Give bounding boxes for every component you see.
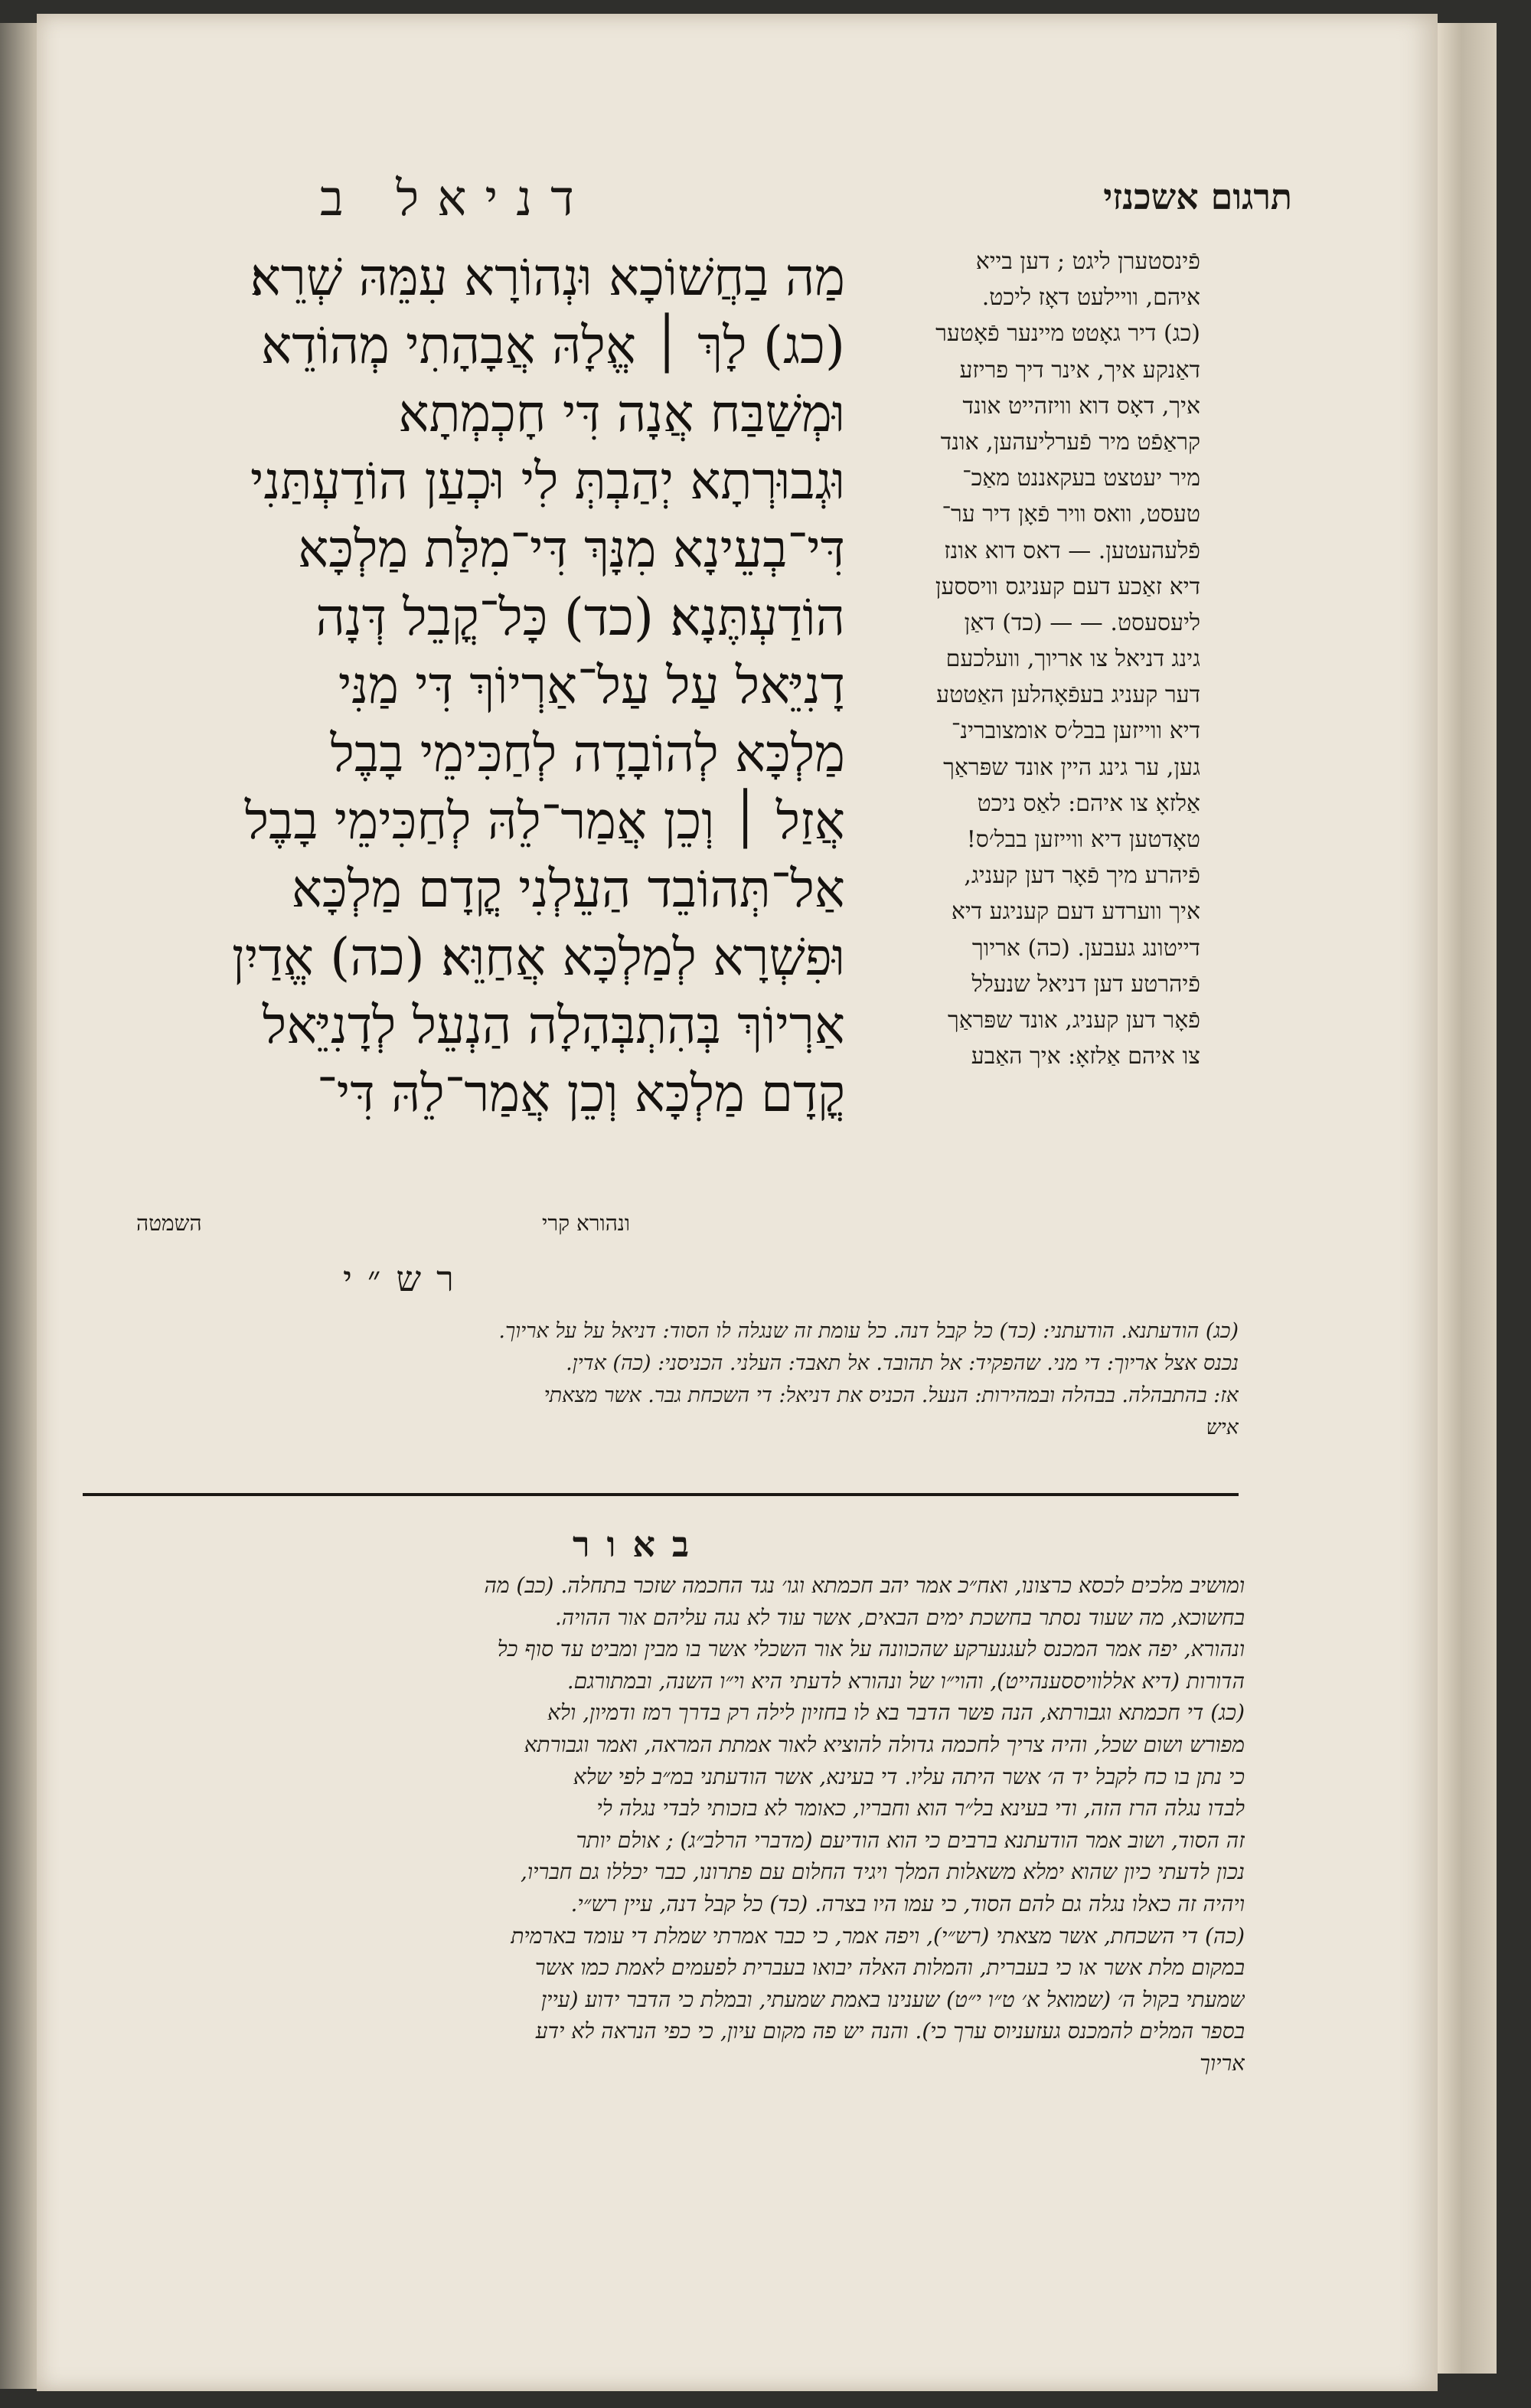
- omission-note: השמטה: [136, 1211, 202, 1236]
- commentary-line: ונהורא, יפה אמר המכנס לעגנערקע שהכוונה על אור השכלי אשר בו מבין ומביט עד סוף כל: [497, 1636, 1245, 1662]
- translation-line: פֿינסטערן ליגט ; דען בייא: [975, 248, 1200, 275]
- translation-line: איך ווערדע דעם קעניגע דיא: [951, 898, 1200, 926]
- translation-line: איהם, וויילעט דאָז ליכט.: [981, 284, 1200, 312]
- commentary-line: בחשוכא, מה שעוד נסתר בחשכת ימים הבאים, אשר עוד לא נגה עליהם אור ההויה.: [554, 1604, 1245, 1630]
- translation-line: טעסט, וואס וויר פֿאָן דיר ער־: [942, 501, 1200, 528]
- commentary-line: בספר המלים להמכנס געזעניוס ערך כי). והנה יש פה מקום עיון, כי כפי הנראה לא ידע: [535, 2018, 1245, 2044]
- commentary-line: ומושיב מלכים לכסא כרצונו, ואח״כ אמר יהב חכמתא וגו׳ נגד החכמה שזכר בתחלה. (כב) מה: [484, 1573, 1245, 1598]
- commentary-line: איש: [1206, 1416, 1239, 1439]
- translation-line: דייטונג געבען. (כה) אריוך: [971, 934, 1200, 962]
- commentary-line: נכנס אצל אריוך: די מני. שהפקיד: אל תהובד. אל תאבד: העלני. הכניסני: (כה) אדין.: [566, 1351, 1239, 1375]
- translation-line: פֿאָר דען קעניג, אונד שפּראַך: [947, 1006, 1200, 1034]
- commentary-line: לבדו נגלה הרז הזה, ודי בעינא בל״ר הוא וחבריו, כאומר לא בזכותי לבדי נגלה לי: [596, 1795, 1245, 1822]
- facing-page-edge: [0, 23, 37, 2389]
- rashi-heading: רש״י: [343, 1258, 469, 1299]
- translation-line: פֿיהרע מיך פֿאָר דען קעניג,: [964, 862, 1200, 890]
- translation-line: דאַנקע איך, אינר דיך פריזע: [959, 356, 1200, 384]
- translation-line: גען, ער גינג היין אונד שפּראַך: [943, 753, 1200, 781]
- translation-line: איך, דאָס דוא וויזהייט אונד: [962, 392, 1200, 420]
- translation-line: קראַפֿט מיר פֿערליעהען, אונד: [940, 428, 1200, 456]
- text-line: דִּי־בְעֵינָא מִנָּךְ דִּי־מִלַּת מַלְכָּא: [298, 519, 845, 580]
- translation-line: טאָדטען דיא ווייזען בבל׳ס!: [966, 826, 1200, 853]
- translation-line: אַלזאָ צו איהם: לאַס ניכט: [977, 789, 1200, 817]
- translation-line: גינג דניאל צו אריוך, וועלכעם: [945, 645, 1200, 673]
- commentary-line: שמעתי בקול ה׳ (שמואל א׳ ט״ו י״ט) שענינו באמת שמעתי, ובמלת כי הדבר ידוע (עיין: [540, 1986, 1245, 2012]
- book-page: [37, 14, 1438, 2391]
- biur-heading: באור: [573, 1524, 707, 1565]
- text-line: וּגְבוּרְתָא יְהַבְתְּ לִי וּכְעַן הוֹדַעְתַּנִי: [250, 451, 845, 511]
- commentary-line: אריוך: [1200, 2050, 1245, 2076]
- running-head-translation: תרגום אשכנזי: [1103, 176, 1292, 217]
- text-line: מַה בַחֲשׁוֹכָא וּנְהוֹרָא עִמֵּהּ שְׁרֵא׃: [250, 247, 845, 307]
- text-line: קֳדָם מַלְכָּא וְכֵן אֲמַר־לֵהּ דִּי־: [317, 1063, 845, 1123]
- section-divider: [83, 1493, 1239, 1496]
- translation-line: ליעסעסט. — — (כד) דאַן: [964, 609, 1200, 636]
- text-line: הוֹדַעְתֶּנָא׃ (כד) כָּל־קֳבֵל דְּנָה: [315, 586, 845, 647]
- running-head-book-chapter: דניאל ב: [320, 171, 592, 227]
- translation-line: (כג) דיר גאָטט מיינער פֿאָטער: [935, 320, 1200, 348]
- german-translation-column: [863, 243, 1200, 1074]
- commentary-line: (כג) די חכמתא וגבורתא, הנה פשר הדבר בא לו בחזיון לילה רק בדרך רמז ודמיון, ולא: [547, 1700, 1245, 1726]
- commentary-line: (כג) הודעתנא. הודעתני: (כד) כל קבל דנה. כל עומת זה שנגלה לו הסוד: דניאל על על אריוך.: [498, 1319, 1239, 1343]
- text-line: (כג) לָךְ ׀ אֱלָהּ אֲבָהָתִי מְהוֹדֵא: [261, 315, 845, 375]
- translation-line: דיא ווייזען בבל׳ס אומצוברינ־: [951, 717, 1200, 745]
- translation-line: צו איהם אַלזאָ: איך האַבע: [971, 1043, 1200, 1070]
- aramaic-text-column: [80, 243, 845, 1127]
- text-line: מַלְכָּא לְהוֹבָדָה לְחַכִּימֵי בָבֶל: [330, 723, 845, 783]
- commentary-line: אז: בהתבהלה. בבהלה ובמהירות: הנעל. הכניס את דניאל: די השכחת גבר. אשר מצאתי: [544, 1384, 1239, 1407]
- qere-note: ונהורא קרי: [542, 1211, 631, 1236]
- commentary-line: הדורות (דיא אללוויססענהייט), והוי״ו של ונהורא לדעתי היא וי״ו השנה, ובמתורגם.: [566, 1668, 1245, 1694]
- commentary-line: זה הסוד, ושוב אמר הודעתנא ברבים כי הוא הודיעם (מדברי הרלב״ג) ; אולם יותר: [576, 1827, 1245, 1853]
- translation-line: דער קעניג בעפֿאָהלען האַטטע: [936, 681, 1200, 709]
- text-line: וּמְשַׁבַּח אֲנָה דִּי חָכְמְתָא: [398, 383, 845, 443]
- text-line: דָנִיֵּאל עַל עַל־אַרְיוֹךְ דִּי מַנִּי: [338, 655, 845, 715]
- translation-line: פֿלעהעטען. — דאס דוא אונז: [944, 537, 1200, 564]
- text-line: אֲזַל ׀ וְכֵן אֲמַר־לֵהּ לְחַכִּימֵי בָבֶל: [244, 791, 845, 851]
- commentary-line: (כה) די השכחת, אשר מצאתי (רש״י), ויפה אמר, כי כבר אמרתי שמלת די עומד בארמית: [511, 1923, 1245, 1949]
- commentary-line: במקום מלת אשר או כי בעברית, והמלות האלה יבואו בעברית לפעמים לאמת כמו אשר: [534, 1955, 1245, 1981]
- text-line: אַל־תְּהוֹבֵד הַעֵלְנִי קֳדָם מַלְכָּא: [291, 859, 845, 920]
- commentary-line: נכון לדעתי כיון שהוא ימלא משאלות המלך ויגיד החלום עם פתרונו, כבר יכללו גם חבריו,: [521, 1859, 1245, 1885]
- text-line: וּפִשְׁרָא לְמַלְכָּא אֲחַוֵּא׃ (כה) אֱדַיִן: [231, 926, 845, 987]
- text-line: אַרְיוֹךְ בְּהִתְבְּהָלָה הַנְעֵל לְדָנִיֵּאל: [262, 995, 845, 1055]
- commentary-line: ויהיה זה כאלו נגלה גם להם הסוד, כי עמו היו בצרה. (כד) כל קבל דנה, עיין רש״י.: [570, 1890, 1245, 1916]
- biur-commentary: [81, 1570, 1245, 2080]
- commentary-line: כי נתן בו כח לקבל יד ה׳ אשר היתה עליו. די בעינא, אשר הודעתני במ״ב לפי שלא: [573, 1763, 1245, 1789]
- rashi-commentary: [83, 1315, 1239, 1444]
- translation-line: דיא זאַכע דעם קעניגס וויססען: [935, 573, 1200, 600]
- translation-line: מיר יעטצט בעקאננט מאַכ־: [962, 465, 1200, 492]
- translation-line: פֿיהרטע דען דניאל שנעלל: [971, 970, 1200, 998]
- commentary-line: מפורש ושום שכל, והיה צריך לחכמה גדולה להוציא לאור אמתת המראה, ואמר וגבורתא: [524, 1731, 1245, 1757]
